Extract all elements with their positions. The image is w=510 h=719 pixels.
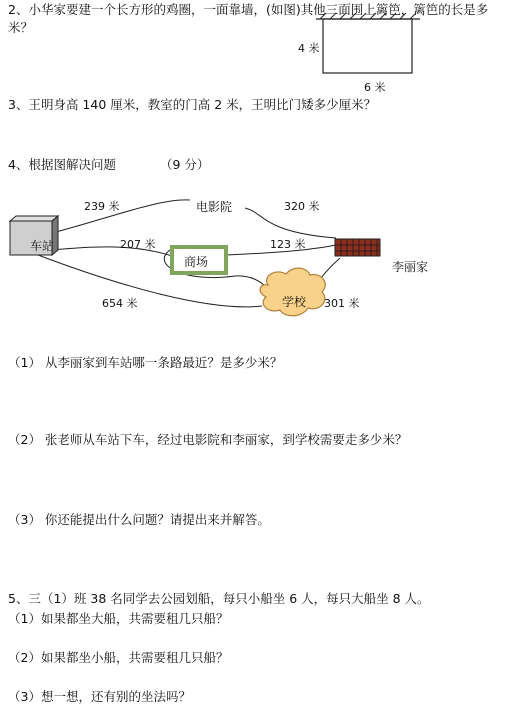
q5-text: 5、三（1）班 38 名同学去公园划船，每只小船坐 6 人，每只大船坐 8 人。	[8, 591, 430, 606]
q4-sub1: （1） 从李丽家到车站哪一条路最近？是多少米？	[8, 355, 283, 370]
home-wall	[335, 239, 380, 256]
coop-diagram	[316, 13, 420, 73]
q4-sub2: （2） 张老师从车站下车，经过电影院和李丽家，到学校需要走多少米？	[8, 432, 408, 447]
station-label: 车站	[30, 239, 55, 253]
cinema-label: 电影院	[196, 200, 233, 214]
q2-text-line1: 2、小华家要建一个长方形的鸡圈，一面靠墙，(如图)其他三面围上篱笆，篱笆的长是多	[8, 2, 489, 17]
coop-bottom-label: 6 米	[364, 81, 386, 94]
q4-sub3: （3） 你还能提出什么问题？请提出来并解答。	[8, 512, 270, 527]
coop-rectangle	[323, 19, 412, 73]
distance-school-home: 301 米	[324, 297, 360, 310]
q2-text-line2: 米？	[8, 20, 34, 35]
home-label: 李丽家	[392, 260, 429, 274]
distance-station-cinema: 239 米	[84, 200, 120, 213]
coop-side-label: 4 米	[298, 42, 320, 55]
road-station-school	[38, 255, 262, 307]
distance-station-mall: 207 米	[120, 238, 156, 251]
q3-text: 3、王明身高 140 厘米，教室的门高 2 米，王明比门矮多少厘米？	[8, 97, 377, 112]
q5-sub3: （3）想一想，还有别的坐法吗？	[8, 689, 191, 704]
q4-score: （9 分）	[160, 157, 210, 172]
q5-sub2: （2）如果都坐小船，共需要租几只船？	[8, 650, 229, 665]
distance-cinema-home: 320 米	[284, 200, 320, 213]
distance-station-school: 654 米	[102, 297, 138, 310]
q5-sub1: （1）如果都坐大船，共需要租几只船？	[8, 611, 229, 626]
road-station-cinema	[52, 200, 190, 233]
school-label: 学校	[282, 295, 307, 309]
distance-mall-home: 123 米	[270, 238, 306, 251]
q4-title: 4、根据图解决问题	[8, 157, 116, 172]
mall-label: 商场	[184, 255, 209, 269]
